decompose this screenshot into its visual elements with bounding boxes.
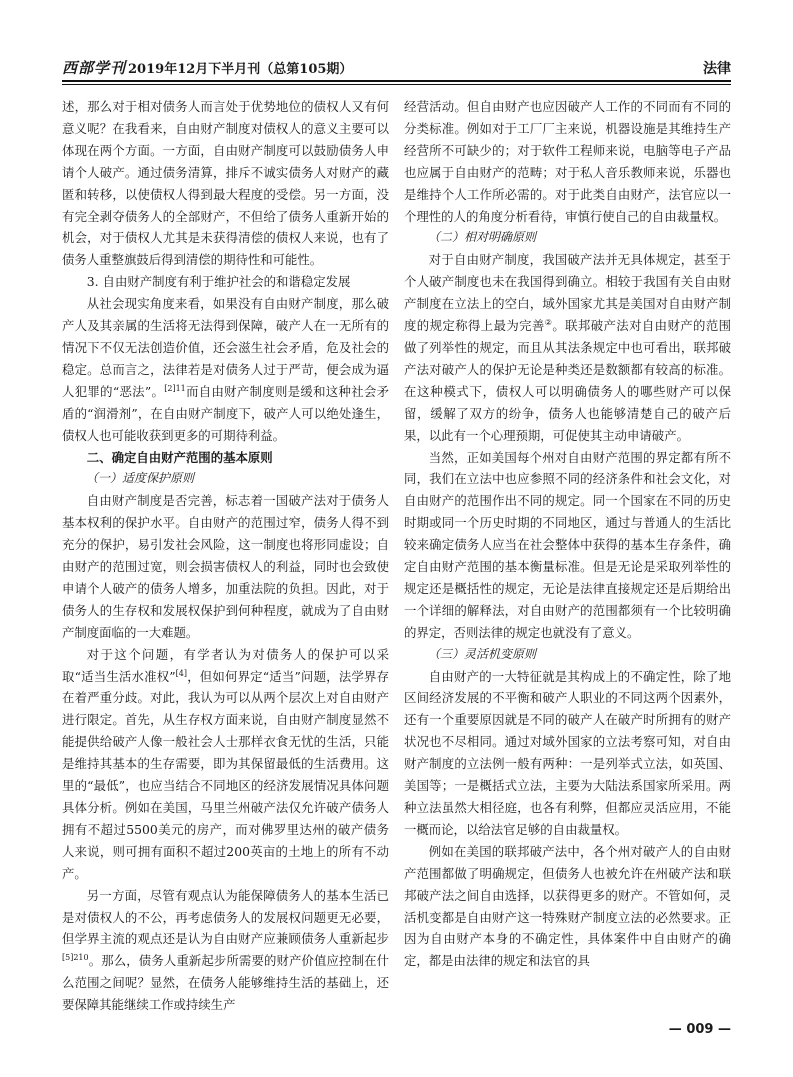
citation: [5]210 (62, 953, 89, 963)
subsection-heading: （三）灵活机变原则 (428, 646, 537, 661)
paragraph-text: 对于自由财产制度，我国破产法并无具体规定，甚至于个人破产制度也未在我国得到确立。相较于我国有关自由财产制度在立法上的空白，域外国家尤其是美国对自由财产制度的规定称得上最为完善 (404, 252, 731, 334)
paragraph: 自由财产制度是否完善，标志着一国破产法对于债务人基本权利的保护水平。自由财产的范围过窄，债务人得不到充分的保护，易引发社会风险，这一制度也将形同虚设；自由财产的范围过宽，则会损害债权人的利益，同时也会致使申请个人破产的债务人增多，加重法院的负担。因此，对于债务人的生存权和发展权保护到何种程度，就成为了自由财产制度面临的一大难题。 (62, 493, 389, 640)
paragraph: 例如在美国的联邦破产法中，各个州对破产人的自由财产范围都做了明确规定，但债务人也被允许在州破产法和联邦破产法之间自由选择，以获得更多的财产。不管如何，灵活机变都是自由财产这一特殊财产制度立法的必然要求。正因为自由财产本身的不确定性，具体案件中自由财产的确定，都是由法律的规定和法官的具 (404, 843, 731, 969)
subsection-heading: （一）适度保护原则 (86, 471, 195, 486)
paragraph-text: 而自由财产制度则是缓和这种社会矛盾的“润滑剂”，在自由财产制度下，破产人可以绝处逢生，债权人也可能收获到更多的可期待利益。 (62, 383, 390, 443)
paragraph: 当然，正如美国每个州对自由财产范围的界定都有所不同，我们在立法中也应参照不同的经济条件和社会文化，对自由财产的范围作出不同的规定。同一个国家在不同的历史时期或同一个历史时期的不同地区，通过与普通人的生活比较来确定债务人应当在社会整体中获得的基本生存条件，确定自由财产范围的基本衡量标准。但是无论是采取列举性的规定还是概括性的规定，无论是法律直接规定还是后期给出一个详细的解释法，对自由财产的范围都须有一个比较明确的界定，否则法律的规定也就没有了意义。 (404, 449, 731, 640)
paragraph-text: 从社会现实角度来看，如果没有自由财产制度，那么破产人及其亲属的生活将无法得到保障，破产人在一无所有的情况下不仅无法创造价值，还会滋生社会矛盾，危及社会的稳定。总而言之，法律若是对债务人过于严苛，便会成为逼人犯罪的“恶法”。 (62, 296, 389, 399)
running-header (62, 56, 731, 78)
right-column (404, 96, 731, 972)
paragraph-text: 。那么，债务人重新起步所需要的财产价值应控制在什么范围之间呢？显然，在债务人能够维持生活的基础上，还要保障其能继续工作或持续生产 (62, 953, 389, 1013)
paragraph: 自由财产的一大特征就是其构成上的不确定性，除了地区间经济发展的不平衡和破产人职业的不同这两个因素外，还有一个重要原因就是不同的破产人在破产时所拥有的财产状况也不尽相同。通过对域外国家的立法考察可知，对自由财产制度的立法例一般有两种：一是列举式立法，如英国、美国等；一是概括式立法，主要为大陆法系国家所采用。两种立法虽然大相径庭，也各有利弊，但都应灵活应用，不能一概而论，以给法官足够的自由裁量权。 (404, 668, 731, 837)
issue-info: 2019年12月下半月刊（总第105期） (128, 62, 353, 77)
paragraph: 述，那么对于相对债务人而言处于优势地位的债权人又有何意义呢？在我看来，自由财产制度对债权人的意义主要可以体现在两个方面。一方面，自由财产制度可以鼓励债务人申请个人破产。通过债务清算，排斥不诚实债务人对财产的藏匿和转移，以使债权人得到最大程度的受偿。另一方面，没有完全剥夺债务人的全部财产，不但给了债务人重新开始的机会，对于债权人尤其是未获得清偿的债权人来说，也有了债务人重整旗鼓后得到清偿的期待性和可能性。 (62, 99, 389, 268)
paragraph-text: 对于这个问题，有学者认为对债务人的保护可以采取“适当生活水准权” (62, 646, 389, 684)
citation: [4] (175, 668, 187, 678)
paragraph (62, 885, 389, 1016)
subsection-heading: （二）相对明确原则 (428, 230, 537, 245)
paragraph-text: 。联邦破产法对自由财产的范围做了列举性的规定，而且从其法条规定中也可看出，联邦破产法对破产人的保护无论是种类还是数额都有较高的标准。在这种模式下，债权人可以明确债务人的哪些财产可以保留，缓解了双方的纷争，债务人也能够清楚自己的破产后果，以此有一个心理预期，可促使其主动申请破产。 (404, 318, 732, 443)
footnote-marker: ② (544, 317, 553, 327)
paragraph: 经营活动。但自由财产也应因破产人工作的不同而有不同的分类标准。例如对于工厂厂主来说，机器设施是其维持生产经营所不可缺少的；对于软件工程师来说，电脑等电子产品也应属于自由财产的范畴；对于私人音乐教师来说，乐器也是维持个人工作所必需的。对于此类自由财产，法官应以一个理性的人的角度分析看待，审慎行使自己的自由裁量权。 (404, 99, 731, 224)
journal-logo: 西部学刊 (62, 59, 127, 77)
paragraph (62, 644, 389, 885)
paragraph-text: ，但如何界定“适当”问题，法学界存在着严重分歧。对此，我认为可以从两个层次上对自由财产进行限定。首先，从生存权方面来说，自由财产制度显然不能提供给破产人像一般社会人士那样衣食无忧的生活，只能是维持其基本的生存需要，即为其保留最低的生活费用。这里的“最低”，也应当结合不同地区的经济发展情况具体问题具体分析。例如在美国，马里兰州破产法仅允许破产债务人拥有不超过5500美元的房产，而对佛罗里达州的破产债务人来说，则可拥有面积不超过200英亩的土地上的所有不动产。 (62, 668, 389, 881)
paragraph-text: 另一方面，尽管有观点认为能保障债务人的基本生活已是对债权人的不公，再考虑债务人的发展权问题更无必要，但学界主流的观点还是认为自由财产应兼顾债务人重新起步 (62, 887, 389, 947)
left-column (62, 96, 389, 1016)
page-number: — 009 — (668, 1022, 731, 1037)
citation: [2]11 (164, 383, 186, 393)
section-tag: 法律 (703, 61, 731, 77)
header-rule (62, 80, 731, 82)
paragraph (62, 293, 389, 446)
paragraph (404, 249, 731, 446)
header-rule-thin (62, 84, 731, 85)
header-left (62, 57, 352, 78)
section-heading: 二、确定自由财产范围的基本原则 (86, 449, 273, 465)
subheading-numbered: 3. 自由财产制度有利于维护社会的和谐稳定发展 (86, 274, 351, 290)
